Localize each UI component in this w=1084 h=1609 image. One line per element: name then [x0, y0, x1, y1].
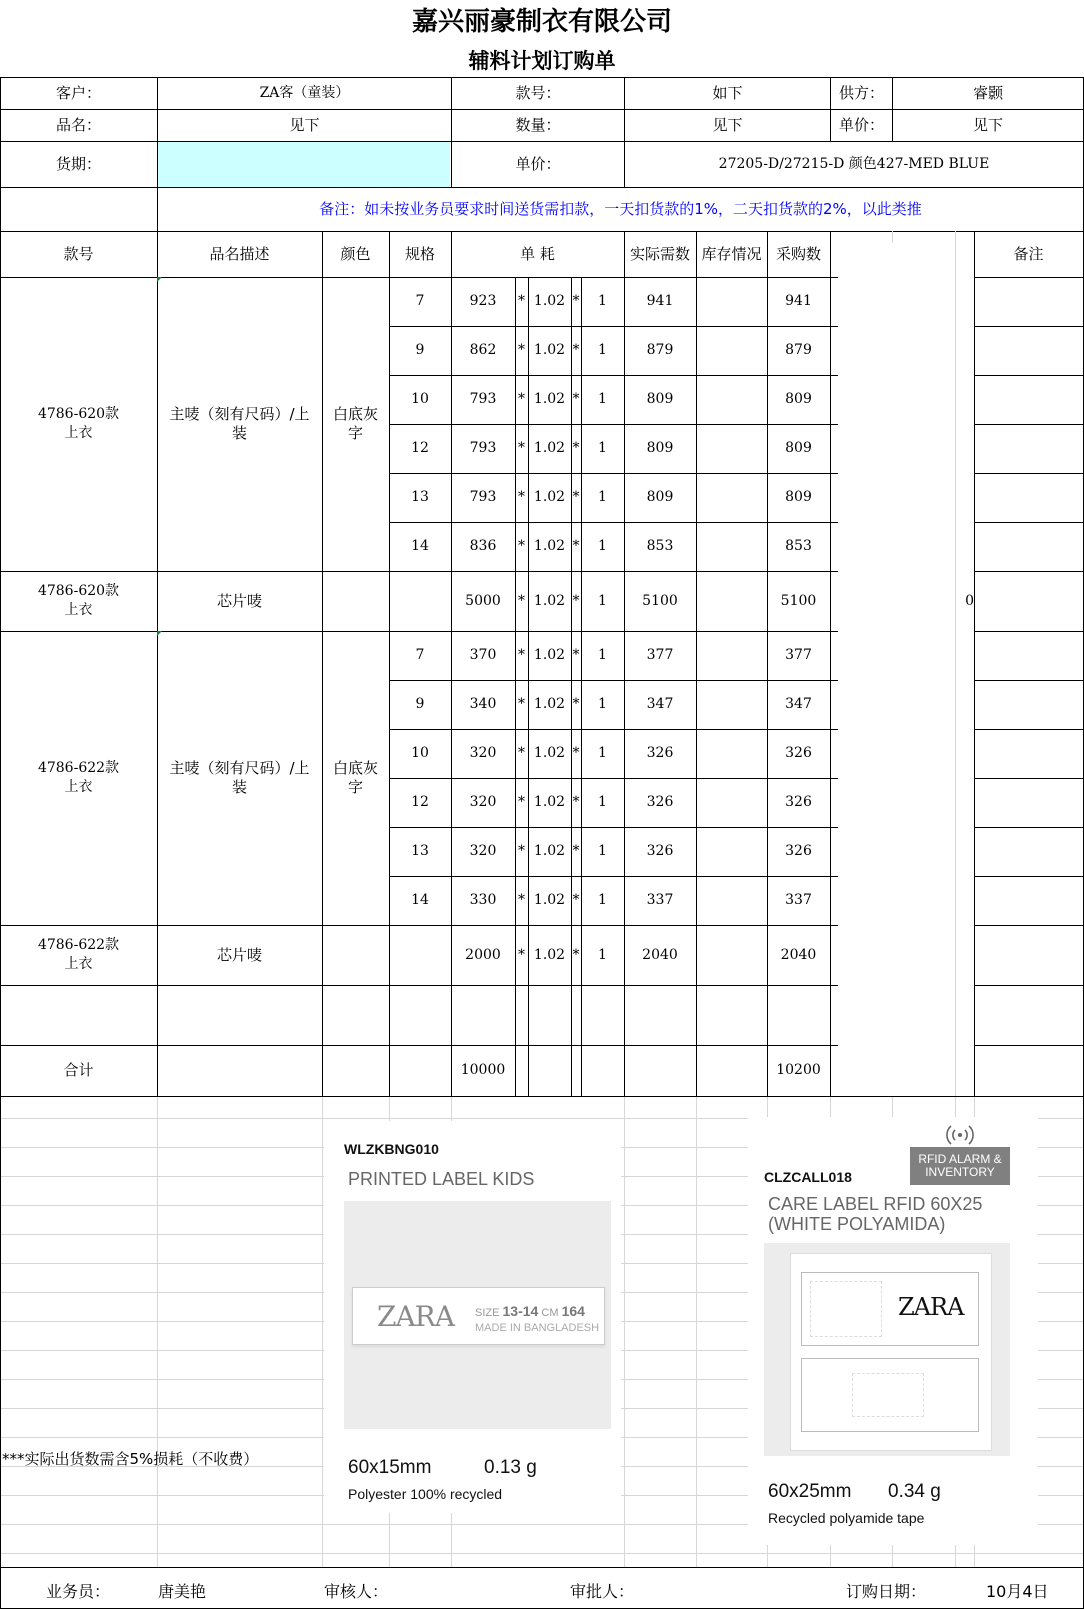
- label1-cm-word: CM: [541, 1307, 559, 1319]
- cell-star2: *: [572, 647, 580, 663]
- rfid-signal-icon: [942, 1121, 978, 1147]
- salesman-label: 业务员：: [46, 1582, 111, 1601]
- cell-purchase: 326: [785, 794, 812, 810]
- cell-factor: 1.02: [533, 538, 566, 554]
- label1-dimensions: 60x15mm: [348, 1457, 432, 1478]
- loss-note: ***实际出货数需含5%损耗（不收费）: [2, 1450, 259, 1468]
- cell-size: 12: [411, 440, 429, 456]
- cell-purchase: 326: [785, 843, 812, 859]
- label1-preview: [344, 1201, 611, 1429]
- cell-purchase: 941: [785, 293, 812, 309]
- cell-mult: 1: [598, 647, 607, 663]
- supplier-label: 供方：: [838, 84, 884, 102]
- customer-value: ZA客（童装）: [259, 85, 350, 101]
- label2-brand: ZARA: [898, 1293, 964, 1321]
- cell-purchase: 5100: [780, 592, 817, 609]
- cell-purchase: 337: [785, 892, 812, 908]
- cell-factor: 1.02: [533, 647, 566, 663]
- cell-factor: 1.02: [533, 745, 566, 761]
- cell-star1: *: [518, 647, 525, 663]
- unit-price-value: 见下: [972, 116, 1003, 134]
- cell-mult: 1: [598, 391, 607, 407]
- cell-purchase: 853: [785, 538, 812, 554]
- cell-size: [389, 571, 451, 631]
- cell-factor: 1.02: [533, 892, 566, 908]
- cell-mult: 1: [598, 440, 607, 456]
- group-style: 4786-622款 上衣: [37, 937, 120, 972]
- label1-name: PRINTED LABEL KIDS: [348, 1169, 535, 1189]
- cell-star1: *: [518, 843, 525, 859]
- quantity-label: 数量：: [515, 116, 561, 134]
- label1-material: Polyester 100% recycled: [348, 1486, 503, 1502]
- cell-star1: *: [518, 892, 525, 908]
- reviewer-label: 审核人：: [324, 1582, 389, 1601]
- header-style: 款号: [63, 244, 94, 263]
- cell-size: 9: [415, 342, 425, 358]
- cell-extra: [830, 424, 974, 473]
- cell-purchase: 347: [785, 696, 812, 712]
- cell-star1: *: [518, 342, 525, 358]
- cell-mult: 1: [598, 892, 607, 908]
- label1-size-line: [475, 1303, 585, 1319]
- cell-mult: 1: [598, 489, 607, 505]
- cell-qty: 320: [469, 794, 497, 810]
- cell-purchase: 326: [785, 745, 812, 761]
- price-value: 27205-D/27215-D 颜色427-MED BLUE: [718, 156, 990, 172]
- cell-factor: 1.02: [533, 440, 566, 456]
- item-label: 品名：: [55, 116, 101, 134]
- cell-star1: *: [518, 391, 525, 407]
- style-label: 款号：: [515, 84, 561, 102]
- cell-star2: *: [572, 440, 580, 456]
- header-purchase: 采购数: [775, 244, 821, 263]
- cell-qty: 330: [469, 892, 497, 908]
- header-actual: 实际需数: [629, 244, 690, 263]
- label1-brand: ZARA: [377, 1300, 454, 1333]
- label-card-printed-kids: [324, 1121, 621, 1513]
- cell-extra: [830, 925, 974, 985]
- cell-star2: *: [572, 696, 580, 712]
- cell-actual: 326: [646, 794, 674, 810]
- cell-size: 13: [411, 489, 429, 505]
- cell-mult: 1: [598, 745, 607, 761]
- style-value: 如下: [712, 84, 743, 102]
- order-date-value: 10月4日: [986, 1582, 1049, 1601]
- cell-mult: 1: [598, 538, 607, 554]
- group-color: 白底灰 字: [332, 405, 378, 442]
- cell-size: 13: [411, 843, 429, 859]
- cell-star1: *: [518, 592, 525, 609]
- cell-star1: *: [518, 538, 525, 554]
- cell-purchase: 809: [785, 391, 812, 407]
- group-style: 4786-620款 上衣: [37, 406, 120, 441]
- cell-star2: *: [572, 592, 580, 609]
- cell-purchase: 377: [785, 647, 812, 663]
- label2-lower-panel: [801, 1358, 979, 1432]
- item-value: 见下: [289, 116, 320, 134]
- quantity-value: 见下: [712, 116, 743, 134]
- cell-star2: *: [572, 293, 580, 309]
- cell-mult: 1: [598, 843, 607, 859]
- cell-star1: *: [518, 946, 525, 963]
- group-color: 白底灰 字: [332, 759, 378, 796]
- cell-qty: 793: [469, 489, 497, 505]
- salesman-value: 唐美艳: [158, 1582, 207, 1601]
- cell-size: 12: [411, 794, 429, 810]
- group-color: [322, 571, 389, 631]
- label2-preview: [764, 1243, 1010, 1456]
- approver-label: 审批人：: [570, 1582, 635, 1601]
- cell-actual: 853: [646, 538, 674, 554]
- cell-actual: 326: [646, 843, 674, 859]
- total-quantity: 10000: [460, 1062, 506, 1078]
- label2-upper-panel: [801, 1272, 979, 1346]
- document-title: 辅料计划订购单: [468, 47, 616, 73]
- label2-weight: 0.34 g: [888, 1481, 941, 1502]
- delivery-label: 货期：: [55, 155, 101, 173]
- supplier-value: 睿颢: [972, 84, 1003, 102]
- delivery-value: [158, 142, 451, 187]
- cell-actual: 941: [646, 293, 674, 309]
- rfid-badge: RFID ALARM & INVENTORY: [910, 1147, 1010, 1185]
- comment-marker: [157, 277, 162, 282]
- cell-purchase: 879: [785, 342, 812, 358]
- cell-star1: *: [518, 440, 525, 456]
- cell-factor: 1.02: [533, 342, 566, 358]
- cell-size: 14: [411, 892, 429, 908]
- cell-purchase: 809: [785, 489, 812, 505]
- cell-mult: 1: [598, 946, 607, 963]
- cell-factor: 1.02: [533, 391, 566, 407]
- cell-extra: [830, 729, 974, 778]
- cell-extra: [830, 680, 974, 729]
- cell-star2: *: [572, 489, 580, 505]
- cell-extra: [830, 326, 974, 375]
- cell-qty: 370: [469, 647, 497, 663]
- cell-star2: *: [572, 342, 580, 358]
- cell-qty: 923: [469, 293, 497, 309]
- total-label: 合计: [63, 1061, 94, 1079]
- header-consumption: 单 耗: [520, 244, 555, 263]
- cell-extra: [830, 778, 974, 827]
- remark-text: 备注：如未按业务员要求时间送货需扣款，一天扣货款的1%，二天扣货款的2%，以此类推: [319, 200, 922, 218]
- cell-mult: 1: [598, 794, 607, 810]
- cell-factor: 1.02: [533, 696, 566, 712]
- cell-actual: 347: [646, 696, 674, 712]
- comment-marker: [157, 631, 162, 636]
- cell-star1: *: [518, 293, 525, 309]
- group-color: [322, 925, 389, 985]
- cell-star2: *: [572, 843, 580, 859]
- cell-actual: 809: [646, 489, 674, 505]
- rfid-antenna: [810, 1281, 882, 1337]
- cell-qty: 340: [469, 696, 497, 712]
- cell-actual: 2040: [642, 946, 678, 963]
- label1-code: WLZKBNG010: [344, 1141, 439, 1157]
- cell-size: [389, 925, 451, 985]
- cell-actual: 377: [646, 647, 674, 663]
- cell-star1: *: [518, 745, 525, 761]
- label-card-care-rfid: [748, 1117, 1038, 1545]
- label2-material: Recycled polyamide tape: [768, 1510, 925, 1526]
- label2-code: CLZCALL018: [764, 1169, 852, 1185]
- price-label: 单价：: [515, 155, 561, 173]
- customer-label: 客户：: [55, 84, 101, 102]
- cell-mult: 1: [598, 293, 607, 309]
- label1-sample: [352, 1287, 605, 1345]
- unit-price-label: 单价：: [838, 116, 884, 134]
- cell-qty: 836: [469, 538, 497, 554]
- cell-star2: *: [572, 745, 580, 761]
- cell-extra: [830, 631, 974, 680]
- label2-dimensions: 60x25mm: [768, 1481, 852, 1502]
- cell-factor: 1.02: [533, 592, 566, 609]
- cell-qty: 2000: [465, 946, 501, 963]
- group-description: 芯片唛: [216, 591, 262, 610]
- header-desc: 品名描述: [209, 244, 270, 263]
- cell-actual: 879: [646, 342, 674, 358]
- label2-sample: [790, 1253, 992, 1451]
- cell-factor: 1.02: [533, 946, 566, 963]
- cell-size: 14: [411, 538, 429, 554]
- cell-extra: [830, 375, 974, 424]
- total-purchase: 10200: [776, 1062, 821, 1078]
- header-note: 备注: [1013, 244, 1044, 263]
- label1-size-word: SIZE: [475, 1307, 500, 1319]
- cell-extra: [830, 522, 974, 571]
- cell-factor: 1.02: [533, 843, 566, 859]
- cell-purchase: 2040: [780, 946, 817, 963]
- cell-qty: 862: [469, 342, 497, 358]
- group-description: 芯片唛: [216, 945, 262, 964]
- rfid-chip: [852, 1373, 924, 1417]
- label2-name: CARE LABEL RFID 60X25 (WHITE POLYAMIDA): [768, 1194, 983, 1234]
- company-name: 嘉兴丽豪制衣有限公司: [411, 6, 672, 37]
- cell-star1: *: [518, 696, 525, 712]
- cell-size: 7: [415, 293, 425, 309]
- cell-qty: 320: [469, 745, 497, 761]
- cell-qty: 793: [469, 440, 497, 456]
- cell-size: 7: [415, 647, 425, 663]
- cell-star2: *: [572, 892, 580, 908]
- cell-size: 10: [411, 745, 429, 761]
- cell-extra: [830, 876, 974, 925]
- cell-qty: 793: [469, 391, 497, 407]
- label1-cm-value: 164: [561, 1303, 585, 1319]
- cell-size: 10: [411, 391, 429, 407]
- cell-extra: [830, 277, 974, 326]
- header-color: 颜色: [340, 244, 371, 263]
- group-description: 主唛（刻有尺码）/上 装: [169, 405, 310, 442]
- label1-size-value: 13-14: [502, 1303, 539, 1319]
- header-size: 规格: [404, 244, 435, 263]
- cell-mult: 1: [598, 592, 607, 609]
- cell-size: 9: [415, 696, 425, 712]
- cell-star2: *: [572, 794, 580, 810]
- cell-qty: 5000: [465, 592, 501, 609]
- group-style: 4786-622款 上衣: [37, 760, 120, 795]
- group-description: 主唛（刻有尺码）/上 装: [169, 759, 310, 796]
- cell-star2: *: [572, 391, 580, 407]
- cell-factor: 1.02: [533, 489, 566, 505]
- cell-qty: 320: [469, 843, 497, 859]
- cell-mult: 1: [598, 342, 607, 358]
- cell-actual: 809: [646, 440, 674, 456]
- order-date-label: 订购日期：: [846, 1582, 927, 1601]
- cell-factor: 1.02: [533, 293, 566, 309]
- cell-mult: 1: [598, 696, 607, 712]
- cell-extra: [830, 473, 974, 522]
- cell-star1: *: [518, 794, 525, 810]
- cell-star2: *: [572, 538, 580, 554]
- label1-weight: 0.13 g: [484, 1457, 537, 1478]
- cell-actual: 5100: [642, 592, 678, 609]
- header-stock: 库存情况: [701, 244, 762, 263]
- cell-extra: 0: [965, 592, 974, 609]
- cell-actual: 337: [646, 892, 674, 908]
- group-style: 4786-620款 上衣: [37, 583, 120, 618]
- cell-actual: 809: [646, 391, 674, 407]
- label1-made-in: MADE IN BANGLADESH: [475, 1322, 600, 1334]
- cell-factor: 1.02: [533, 794, 566, 810]
- cell-star2: *: [572, 946, 580, 963]
- cell-actual: 326: [646, 745, 674, 761]
- cell-star1: *: [518, 489, 525, 505]
- cell-purchase: 809: [785, 440, 812, 456]
- cell-extra: [830, 827, 974, 876]
